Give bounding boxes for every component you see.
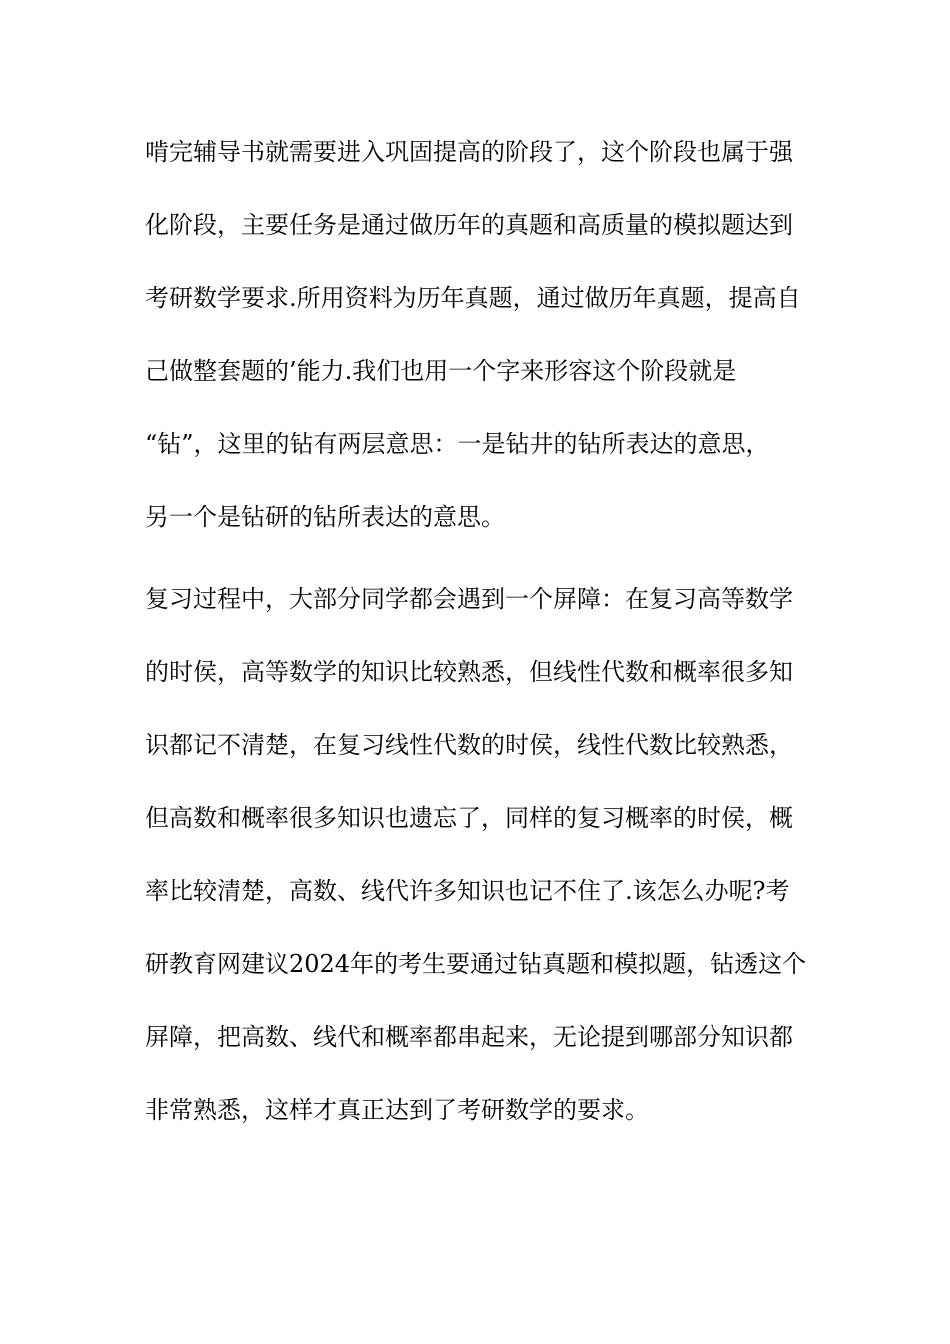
text-line: “钻”，这里的钻有两层意思：一是钻井的钻所表达的意思， xyxy=(145,430,770,458)
text-line: 啃完辅导书就需要进入巩固提高的阶段了，这个阶段也属于强 xyxy=(145,138,793,166)
text-line: 但高数和概率很多知识也遗忘了，同样的复习概率的时侯，概 xyxy=(145,804,793,832)
text-line: 化阶段，主要任务是通过做历年的真题和高质量的模拟题达到 xyxy=(145,211,793,239)
text-line: 研教育网建议2024年的考生要通过钻真题和模拟题，钻透这个 xyxy=(145,950,807,978)
text-line: 率比较清楚，高数、线代许多知识也记不住了.该怎么办呢?考 xyxy=(145,877,790,905)
text-line: 复习过程中，大部分同学都会遇到一个屏障：在复习高等数学 xyxy=(145,585,793,613)
text-line: 考研数学要求.所用资料为历年真题，通过做历年真题，提高自 xyxy=(145,284,801,312)
text-line: 屏障，把高数、线代和概率都串起来，无论提到哪部分知识都 xyxy=(145,1023,793,1051)
text-line: 非常熟悉，这样才真正达到了考研数学的要求。 xyxy=(145,1096,649,1124)
text-line: 识都记不清楚，在复习线性代数的时侯，线性代数比较熟悉， xyxy=(145,731,793,759)
text-line: 另一个是钻研的钻所表达的意思。 xyxy=(145,503,505,531)
text-line: 己做整套题的’能力.我们也用一个字来形容这个阶段就是 xyxy=(145,357,737,385)
text-line: 的时侯，高等数学的知识比较熟悉，但线性代数和概率很多知 xyxy=(145,658,793,686)
